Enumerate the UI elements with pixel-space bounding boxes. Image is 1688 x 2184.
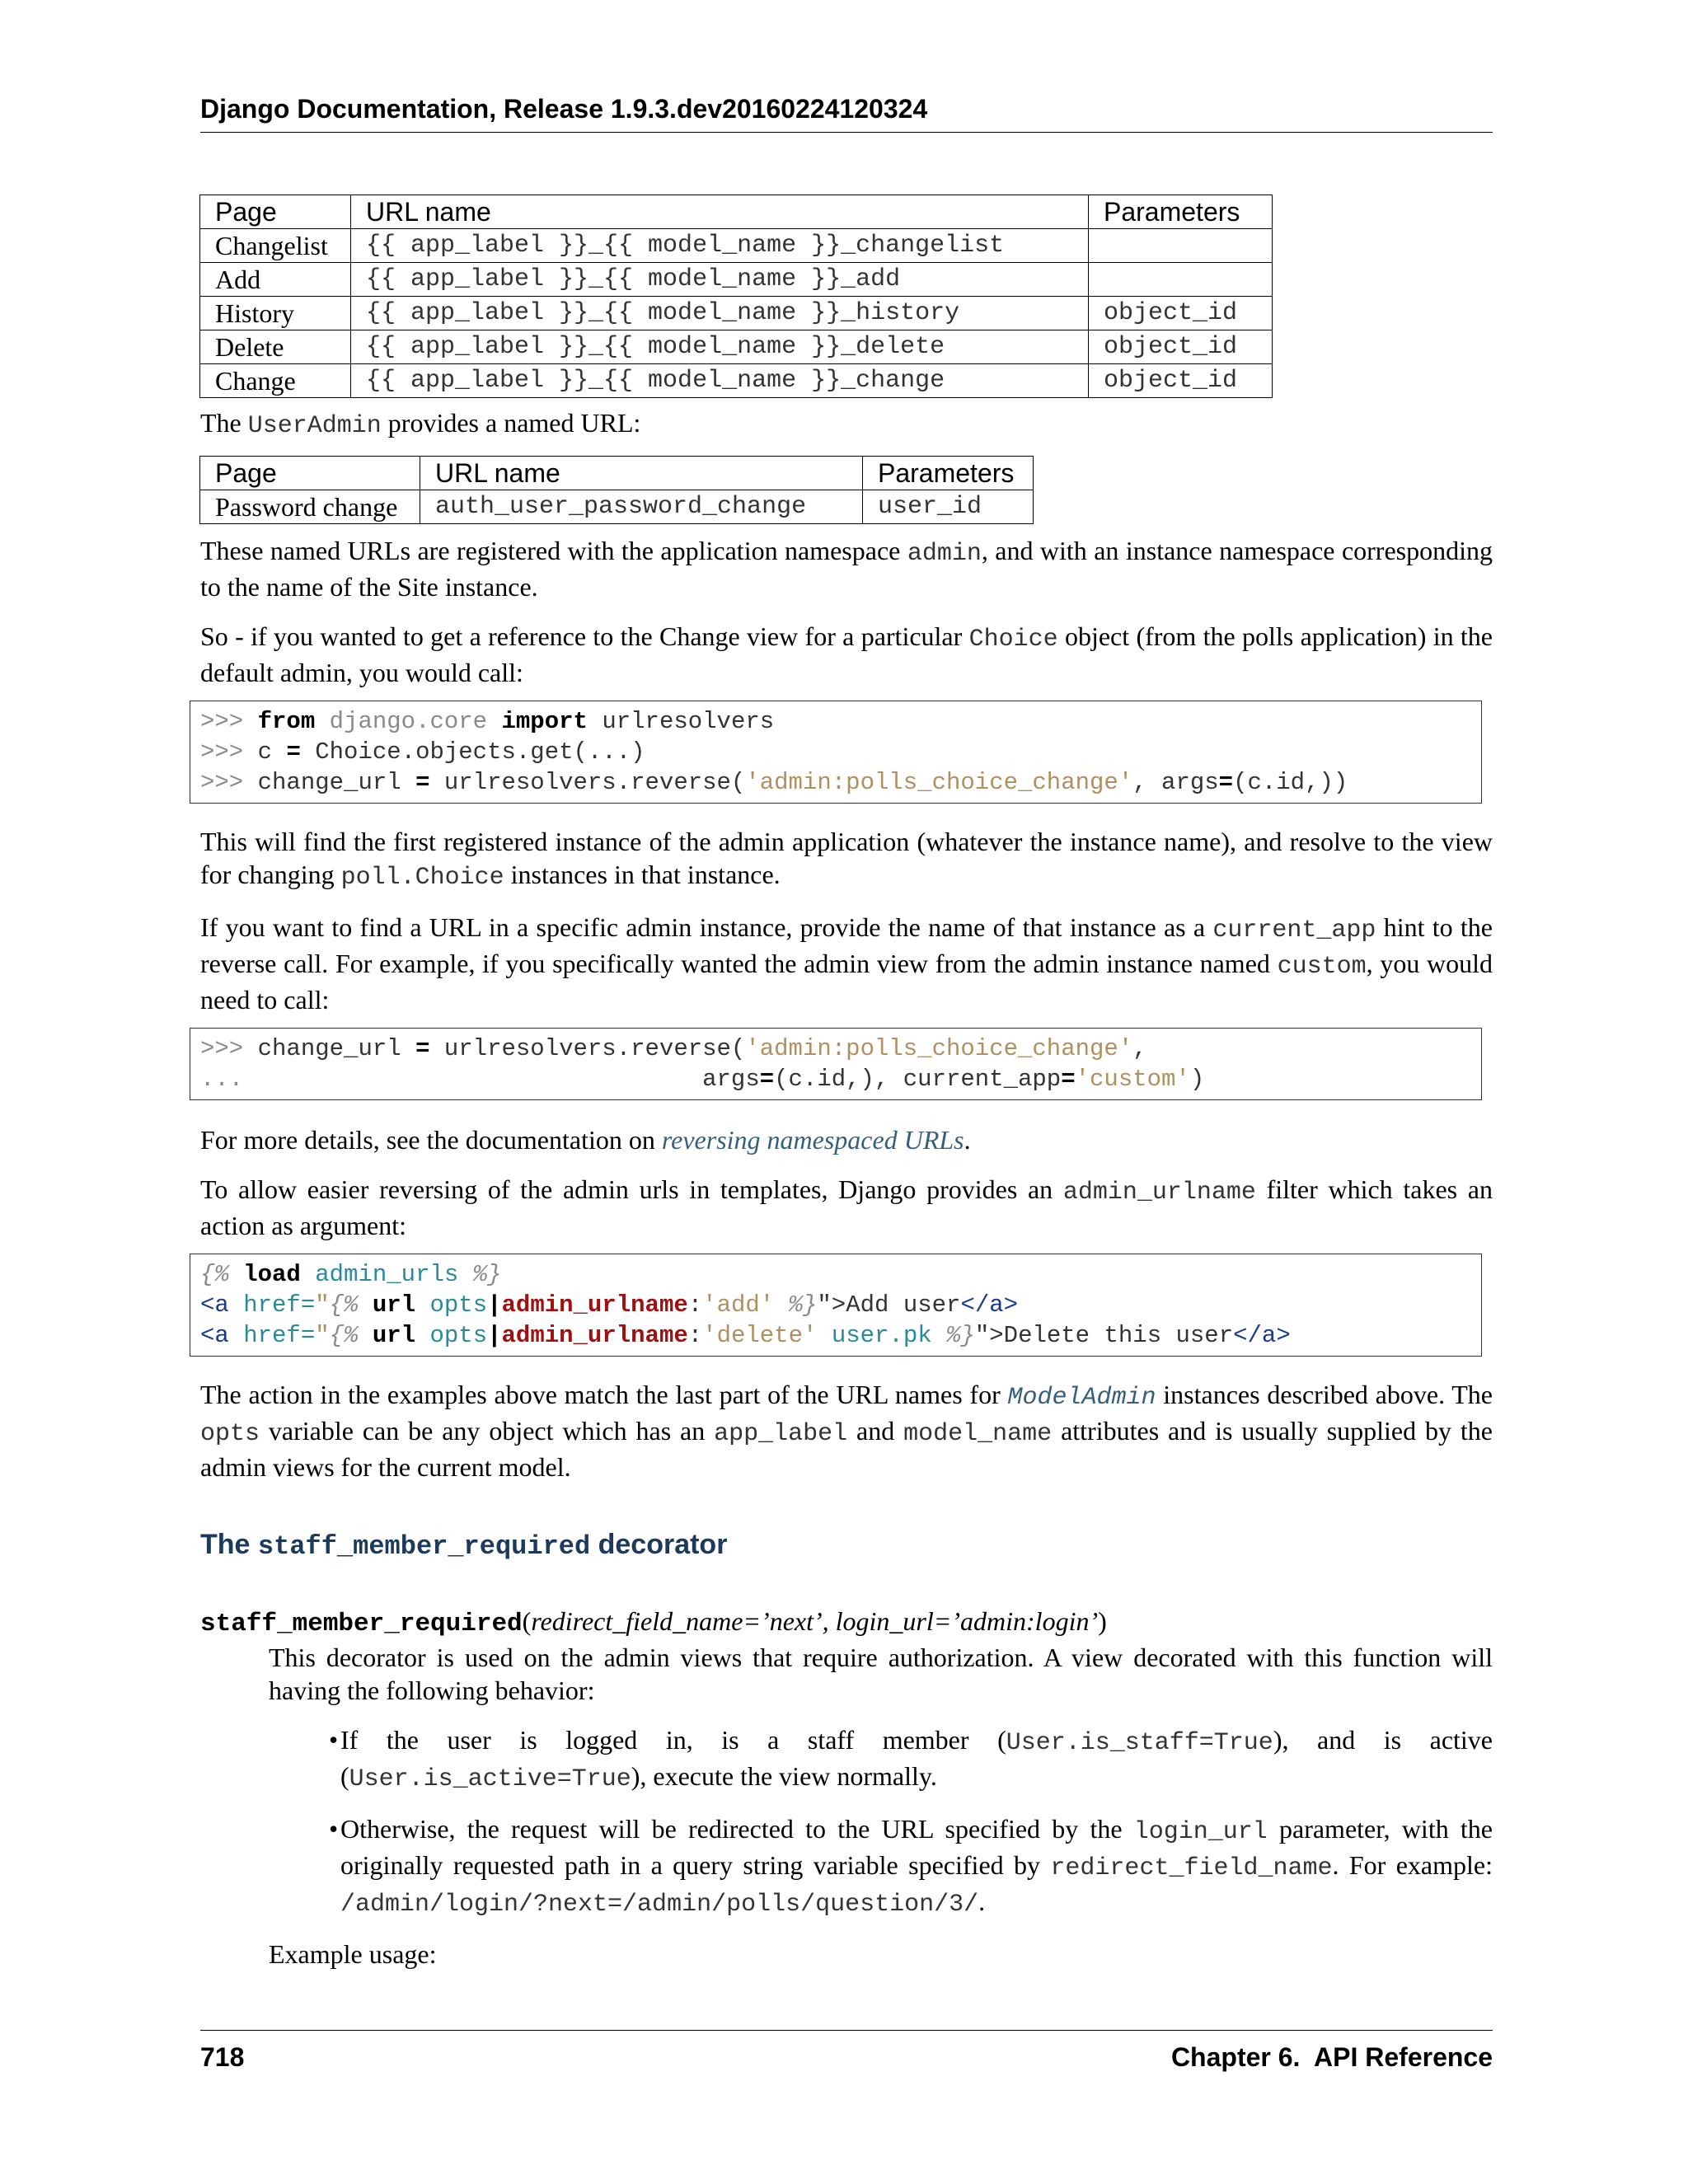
text: attributes and is usually supplied by the admin views for the current model. [200, 1416, 1493, 1482]
table-row [200, 229, 1273, 263]
code-operator: | [487, 1322, 502, 1349]
running-header: Django Documentation, Release 1.9.3.dev20160224120324 [200, 92, 1493, 133]
code-text: urlresolvers [602, 708, 775, 735]
table-header-cell: URL name [420, 457, 863, 490]
text: , and with an instance namespace corresponding to the name of the Site instance. [200, 536, 1493, 602]
text: To allow easier reversing of the admin urls in templates, Django provides an [200, 1174, 1063, 1204]
code-tag: <a [200, 1322, 229, 1349]
code-module: django.core [329, 708, 488, 735]
function-description [269, 1641, 1493, 1971]
text: The action in the examples above match the last part of the URL names for [200, 1380, 1008, 1409]
code-operator: = [1218, 769, 1234, 796]
bullet-marker: • [329, 1814, 339, 1844]
list-item-text [340, 1723, 1493, 1796]
code-text: : [687, 1322, 703, 1349]
code-block-template [190, 1254, 1482, 1357]
text: ), and is active ( [340, 1725, 1493, 1791]
code-text: , [1132, 1035, 1147, 1062]
text: . [964, 1125, 971, 1155]
text: variable can be any object which has an [260, 1416, 715, 1446]
table-row [200, 330, 1273, 364]
table-cell: object_id [1089, 297, 1273, 330]
code-text: ">Delete this user [974, 1322, 1234, 1349]
paragraph [200, 1123, 1493, 1156]
paragraph: Example usage: [269, 1939, 437, 1969]
inline-code: User.is_active=True [349, 1765, 631, 1793]
text: instances in that instance. [504, 860, 781, 889]
code-string: 'delete' [702, 1322, 818, 1349]
reversing-namespaced-urls-link[interactable]: reversing namespaced URLs [661, 1125, 964, 1155]
inline-code: login_url [1133, 1818, 1268, 1846]
table-cell: {{ app_label }}_{{ model_name }}_delete [351, 330, 1089, 364]
code-filter: admin_urlname [501, 1322, 688, 1349]
text: The [200, 408, 248, 438]
inline-code: redirect_field_name [1050, 1854, 1333, 1882]
signature-paren: ) [1098, 1606, 1107, 1636]
text: object (from the polls application) in the default admin, you would call: [200, 621, 1493, 687]
table-header-cell: Parameters [863, 457, 1034, 490]
table-header-row [200, 457, 1034, 490]
code-text: (c.id,)) [1233, 769, 1348, 796]
text: If the user is logged in, is a staff member ( [340, 1725, 1006, 1755]
code-operator: = [1061, 1066, 1076, 1093]
code-text: ) [1189, 1066, 1205, 1093]
code-attr: href= [243, 1291, 316, 1319]
text: . [978, 1886, 986, 1916]
text: Otherwise, the request will be redirected to the URL specified by the [340, 1814, 1134, 1844]
function-name: staff_member_required [200, 1610, 523, 1638]
paragraph [200, 911, 1493, 1016]
admin-urls-table [199, 194, 1273, 398]
code-prompt: >>> [200, 708, 258, 735]
table-cell: Changelist [200, 229, 351, 263]
table-cell: History [200, 297, 351, 330]
behavior-list [329, 1723, 1493, 1921]
code-text: (c.id,), current_app [774, 1066, 1062, 1093]
code-prompt: ... [200, 1066, 244, 1093]
text: . For example: [1332, 1850, 1493, 1880]
function-signature [200, 1605, 1493, 1641]
inline-code: Choice [968, 626, 1058, 654]
inline-code: opts [200, 1420, 260, 1448]
table-cell: Password change [200, 490, 420, 524]
list-item [329, 1723, 1493, 1796]
code-string: " [315, 1291, 330, 1319]
code-keyword: url [372, 1322, 416, 1349]
table-cell: {{ app_label }}_{{ model_name }}_changelist [351, 229, 1089, 263]
paragraph [200, 620, 1493, 689]
code-attr: href= [243, 1322, 316, 1349]
inline-code: admin [907, 540, 982, 568]
code-string: 'admin:polls_choice_change' [745, 769, 1133, 796]
table-cell: Delete [200, 330, 351, 364]
table-row [200, 297, 1273, 330]
table-cell: Change [200, 364, 351, 398]
code-template-delim: %} [788, 1291, 818, 1319]
table-cell: Add [200, 263, 351, 297]
table-header-cell: Parameters [1089, 195, 1273, 229]
page-content [200, 194, 1493, 1971]
inline-code: custom [1277, 953, 1367, 981]
code-variable: admin_urls [315, 1261, 459, 1288]
code-string: 'admin:polls_choice_change' [745, 1035, 1133, 1062]
code-prompt: >>> [200, 769, 258, 796]
code-tag: </a> [1233, 1322, 1291, 1349]
text: ), execute the view normally. [631, 1761, 937, 1791]
code-string: " [315, 1322, 330, 1349]
text: These named URLs are registered with the application namespace [200, 536, 907, 565]
inline-code: app_label [714, 1420, 848, 1448]
section-heading [200, 1526, 1493, 1565]
code-tag: <a [200, 1291, 229, 1319]
signature-paren: ( [522, 1606, 532, 1636]
inline-code: current_app [1212, 916, 1376, 944]
list-item-text [340, 1812, 1493, 1921]
table-cell [1089, 229, 1273, 263]
code-template-delim: %} [472, 1261, 502, 1288]
table-cell: auth_user_password_change [420, 490, 863, 524]
code-keyword: url [372, 1291, 416, 1319]
text: So - if you wanted to get a reference to the Change view for a particular [200, 621, 969, 651]
table-header-cell: Page [200, 457, 420, 490]
code-block-reverse [190, 701, 1482, 804]
code-filter: admin_urlname [501, 1291, 688, 1319]
useradmin-urls-table [199, 456, 1034, 524]
paragraph [200, 534, 1493, 603]
table-cell: {{ app_label }}_{{ model_name }}_history [351, 297, 1089, 330]
code-text: urlresolvers.reverse( [429, 1035, 746, 1062]
page-number: 718 [200, 2042, 245, 2072]
text: provides a named URL: [381, 408, 641, 438]
code-template-delim: %} [946, 1322, 975, 1349]
code-operator: = [286, 738, 301, 766]
heading-code: staff_member_required [257, 1531, 591, 1562]
code-text: Choice.objects.get(...) [300, 738, 645, 766]
code-variable: opts [429, 1291, 488, 1319]
text: If you want to find a URL in a specific admin instance, provide the name of that instance as a [200, 912, 1213, 942]
list-item [329, 1812, 1493, 1921]
bullet-marker: • [329, 1725, 339, 1755]
table-row [200, 364, 1273, 398]
code-variable: opts [429, 1322, 488, 1349]
function-params: redirect_field_name=’next’, login_url=’admin:login’ [531, 1606, 1099, 1636]
code-keyword: import [501, 708, 588, 735]
text: hint to the reverse call. For example, if you specifically wanted the admin view from the admin instance named [200, 912, 1493, 978]
table-cell: object_id [1089, 330, 1273, 364]
code-tag: </a> [960, 1291, 1019, 1319]
text: parameter, with the originally requested path in a query string variable specified by [340, 1814, 1493, 1880]
table-cell: user_id [863, 490, 1034, 524]
code-text: ">Add user [817, 1291, 961, 1319]
table-cell: {{ app_label }}_{{ model_name }}_change [351, 364, 1089, 398]
table-cell: {{ app_label }}_{{ model_name }}_add [351, 263, 1089, 297]
code-text: args [702, 1066, 760, 1093]
code-prompt: >>> [200, 738, 258, 766]
code-string: 'custom' [1075, 1066, 1190, 1093]
code-text: change_url [257, 1035, 416, 1062]
inline-code: /admin/login/?next=/admin/polls/question/3/ [340, 1891, 979, 1919]
paragraph: This decorator is used on the admin views that require authorization. A view decorated with this function will having the following behavior: [269, 1643, 1493, 1705]
code-block-current-app [190, 1028, 1482, 1100]
table-header-cell: Page [200, 195, 351, 229]
code-template-delim: {% [329, 1322, 359, 1349]
table-row [200, 490, 1034, 524]
text: This will find the first registered instance of the admin application (whatever the instance name), and resolve to the view for changing [200, 827, 1493, 889]
inline-code: model_name [903, 1420, 1053, 1448]
code-text: : [687, 1291, 703, 1319]
text: instances described above. The [1156, 1380, 1493, 1409]
paragraph [200, 1378, 1493, 1483]
text: filter which takes an action as argument: [200, 1174, 1493, 1240]
code-text: urlresolvers.reverse( [429, 769, 746, 796]
text: and [847, 1416, 904, 1446]
inline-code: UserAdmin [247, 412, 382, 440]
code-operator: | [487, 1291, 502, 1319]
heading-text: decorator [590, 1529, 728, 1560]
code-keyword: load [243, 1261, 301, 1288]
text: , you would need to call: [200, 949, 1493, 1015]
paragraph [200, 825, 1493, 894]
code-text: c [257, 738, 287, 766]
code-template-delim: {% [200, 1261, 229, 1288]
code-text: change_url [257, 769, 416, 796]
paragraph [200, 1173, 1493, 1242]
code-operator: = [415, 1035, 430, 1062]
text: For more details, see the documentation on [200, 1125, 662, 1155]
running-footer [200, 2030, 1493, 2074]
table-header-cell: URL name [351, 195, 1089, 229]
code-indent [243, 1066, 702, 1093]
inline-code: poll.Choice [340, 864, 504, 892]
code-string: 'add' [702, 1291, 775, 1319]
code-variable: user.pk [831, 1322, 932, 1349]
table-row [200, 263, 1273, 297]
code-operator: = [415, 769, 430, 796]
modeladmin-link[interactable]: ModelAdmin [1007, 1384, 1156, 1412]
chapter-title: Chapter 6. API Reference [1170, 2042, 1493, 2072]
code-template-delim: {% [329, 1291, 359, 1319]
code-text: , args [1132, 769, 1219, 796]
inline-code: admin_urlname [1062, 1179, 1256, 1207]
paragraph [200, 406, 1493, 443]
table-header-row [200, 195, 1273, 229]
code-prompt: >>> [200, 1035, 258, 1062]
inline-code: User.is_staff=True [1006, 1729, 1273, 1757]
table-cell: object_id [1089, 364, 1273, 398]
table-cell [1089, 263, 1273, 297]
heading-text: The [200, 1529, 258, 1560]
code-operator: = [759, 1066, 775, 1093]
code-keyword: from [257, 708, 316, 735]
